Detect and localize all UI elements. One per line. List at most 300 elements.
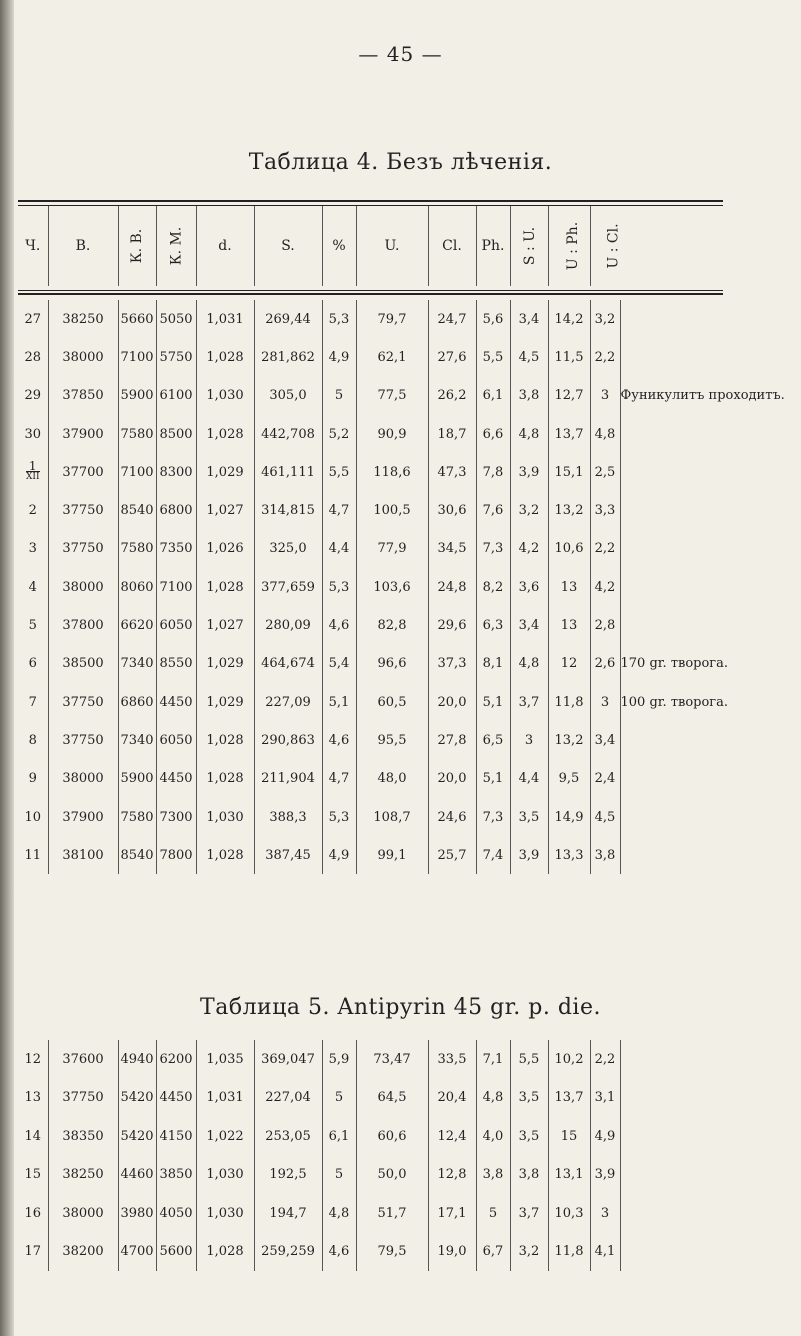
table-cell: 3 [590,377,620,415]
table-cell: 118,6 [356,453,428,491]
row-number: 17 [24,1244,42,1260]
table-cell: 3850 [156,1156,196,1195]
table-cell: 4,6 [322,1233,356,1272]
table-cell: 73,47 [356,1040,428,1079]
table-cell: 17,1 [428,1194,476,1233]
row-number: 2 [28,503,37,519]
table-cell: 18,7 [428,415,476,453]
table-cell: 5420 [118,1079,156,1118]
table-row [18,721,723,759]
table-cell: 14,9 [548,798,590,836]
row-note [620,1233,723,1272]
table-cell: 3,9 [590,1156,620,1195]
table-cell: 50,0 [356,1156,428,1195]
book-binding-edge [0,0,14,1336]
table-cell: 37750 [48,530,118,568]
table-cell: 5,2 [322,415,356,453]
table-cell: 3,8 [476,1156,510,1195]
table-cell: 7580 [118,798,156,836]
table-cell: 4450 [156,683,196,721]
row-note [620,1079,723,1118]
table-cell: 227,09 [254,683,322,721]
row-note [620,415,723,453]
table-cell: 3,9 [510,836,548,874]
table-cell: 4,4 [322,530,356,568]
table-cell: 5,1 [476,683,510,721]
table-cell: 7800 [156,836,196,874]
row-number: 6 [28,656,37,672]
table-cell: 4940 [118,1040,156,1079]
table-cell: 7340 [118,721,156,759]
table-cell: 37750 [48,491,118,529]
table-cell: 5 [322,1156,356,1195]
table-cell: 13 [548,568,590,606]
table-cell: 38000 [48,338,118,376]
table-cell: 4,4 [510,760,548,798]
table-cell: 3,6 [510,568,548,606]
table-cell: 12,8 [428,1156,476,1195]
table-cell: 38100 [48,836,118,874]
table-cell: 64,5 [356,1079,428,1118]
table-cell: 77,9 [356,530,428,568]
table-cell: 5,5 [322,453,356,491]
table-cell: 19,0 [428,1233,476,1272]
table-cell: 4,9 [590,1117,620,1156]
table-cell: 5050 [156,300,196,338]
row-note [620,491,723,529]
table-cell: 12 [548,645,590,683]
header-u: U. [356,206,428,286]
table-cell: 1,028 [196,338,254,376]
table5-body [18,1040,723,1271]
table-row [18,1194,723,1233]
table-cell: 4,8 [510,415,548,453]
table-cell: 3,8 [590,836,620,874]
table-cell: 1,029 [196,453,254,491]
row-note [620,530,723,568]
table-cell: 2,8 [590,606,620,644]
page-number: — 45 — [358,42,443,66]
table-cell: 1,031 [196,300,254,338]
table-cell: 26,2 [428,377,476,415]
table-cell: 6800 [156,491,196,529]
table-cell: 90,9 [356,415,428,453]
table-cell: 6860 [118,683,156,721]
table-cell: 13,7 [548,1079,590,1118]
table-cell: 13,2 [548,721,590,759]
table-cell: 7,4 [476,836,510,874]
table-cell: 60,5 [356,683,428,721]
table-cell: 1,028 [196,568,254,606]
table-cell: 1,029 [196,683,254,721]
row-number: $\frac{1}{\text{XII}}$ [25,459,40,483]
table-cell: 38000 [48,760,118,798]
table-row [18,760,723,798]
table-cell: 4150 [156,1117,196,1156]
table-cell: 4,8 [476,1079,510,1118]
table-cell: 1,030 [196,1156,254,1195]
table-cell: 79,7 [356,300,428,338]
table-cell: 5600 [156,1233,196,1272]
table-cell: 6100 [156,377,196,415]
table-cell: 5,6 [476,300,510,338]
header-ch: Ч. [25,238,41,254]
table-cell: 3980 [118,1194,156,1233]
table-cell: 8,1 [476,645,510,683]
row-number: 10 [24,809,42,825]
table-cell: 5 [476,1194,510,1233]
table-cell: 38200 [48,1233,118,1272]
row-note: Фуникулитъ проходитъ. [620,377,723,415]
table-cell: 8500 [156,415,196,453]
table-cell: 2,2 [590,1040,620,1079]
table-cell: 7100 [118,338,156,376]
table-cell: 30,6 [428,491,476,529]
row-note [620,1194,723,1233]
row-number: 4 [28,579,37,595]
table-cell: 10,2 [548,1040,590,1079]
table-cell: 24,7 [428,300,476,338]
table-cell: 314,815 [254,491,322,529]
table-cell: 6620 [118,606,156,644]
table-cell: 4050 [156,1194,196,1233]
table-cell: 8300 [156,453,196,491]
table-cell: 1,028 [196,415,254,453]
table-cell: 33,5 [428,1040,476,1079]
table-cell: 5,3 [322,568,356,606]
table-cell: 37600 [48,1040,118,1079]
header-kb: К. В. [118,206,156,286]
table-cell: 37750 [48,683,118,721]
table-cell: 5 [322,377,356,415]
table-cell: 20,0 [428,683,476,721]
table-cell: 7350 [156,530,196,568]
table-cell: 1,022 [196,1117,254,1156]
table-cell: 1,029 [196,645,254,683]
table4-header-rule [18,290,723,291]
table-cell: 24,6 [428,798,476,836]
table4-title: Таблица 4. Безъ лѣченія. [248,150,553,175]
table-cell: 369,047 [254,1040,322,1079]
table-cell: 3,8 [510,377,548,415]
table-cell: 325,0 [254,530,322,568]
table-cell: 7,6 [476,491,510,529]
table-row [18,491,723,529]
table-cell: 3,1 [590,1079,620,1118]
table-cell: 5,3 [322,300,356,338]
table-row [18,1233,723,1272]
table-cell: 5660 [118,300,156,338]
table-cell: 259,259 [254,1233,322,1272]
row-note [620,1040,723,1079]
table-cell: 6,5 [476,721,510,759]
table-cell: 5900 [118,377,156,415]
table-cell: 461,111 [254,453,322,491]
table4-top-rule [18,200,723,202]
table-cell: 8,2 [476,568,510,606]
table-row [18,1156,723,1195]
table-cell: 8540 [118,491,156,529]
table-cell: 211,904 [254,760,322,798]
table-cell: 6,1 [322,1117,356,1156]
table-cell: 13,3 [548,836,590,874]
table4-header-rule-thick [18,293,723,295]
table-cell: 4,5 [590,798,620,836]
row-note: 100 gr. творога. [620,683,723,721]
row-number: 3 [28,541,37,557]
table-cell: 7,3 [476,798,510,836]
table-cell: 9,5 [548,760,590,798]
table-cell: 4,0 [476,1117,510,1156]
table-cell: 6200 [156,1040,196,1079]
row-number: 8 [28,732,37,748]
table-cell: 38250 [48,300,118,338]
header-d: d. [196,206,254,286]
table-cell: 5,9 [322,1040,356,1079]
table-cell: 38000 [48,1194,118,1233]
table-row [18,377,723,415]
table-cell: 3 [590,683,620,721]
table-cell: 7580 [118,415,156,453]
table-cell: 12,7 [548,377,590,415]
table-cell: 27,8 [428,721,476,759]
table-row [18,1040,723,1079]
header-percent: % [322,206,356,286]
table-cell: 8550 [156,645,196,683]
table-cell: 305,0 [254,377,322,415]
table4-body [18,300,785,874]
table-cell: 3,2 [590,300,620,338]
table-cell: 1,028 [196,760,254,798]
table-cell: 4,2 [510,530,548,568]
row-number: 30 [24,426,42,442]
table-cell: 1,027 [196,606,254,644]
table-cell: 5 [322,1079,356,1118]
table-cell: 6,6 [476,415,510,453]
table-cell: 4450 [156,1079,196,1118]
table-cell: 1,030 [196,377,254,415]
table-cell: 62,1 [356,338,428,376]
table-cell: 2,6 [590,645,620,683]
table-cell: 7,1 [476,1040,510,1079]
table-cell: 37,3 [428,645,476,683]
table-cell: 13,1 [548,1156,590,1195]
table-cell: 1,028 [196,836,254,874]
row-note [620,606,723,644]
table-cell: 5420 [118,1117,156,1156]
table-cell: 14,2 [548,300,590,338]
table-cell: 227,04 [254,1079,322,1118]
table-cell: 3,5 [510,798,548,836]
table-cell: 11,8 [548,683,590,721]
table-cell: 5,4 [322,645,356,683]
table-cell: 37900 [48,415,118,453]
table-cell: 4460 [118,1156,156,1195]
row-number: 5 [28,618,37,634]
table-cell: 4,7 [322,760,356,798]
table-cell: 253,05 [254,1117,322,1156]
table-cell: 24,8 [428,568,476,606]
table-cell: 15,1 [548,453,590,491]
row-number: 16 [24,1205,42,1221]
row-note [620,836,723,874]
table-cell: 2,2 [590,530,620,568]
table-cell: 11,8 [548,1233,590,1272]
table-cell: 7580 [118,530,156,568]
table-cell: 6,1 [476,377,510,415]
table-cell: 464,674 [254,645,322,683]
table-row [18,798,723,836]
table-cell: 4,2 [590,568,620,606]
table-cell: 4700 [118,1233,156,1272]
table-cell: 2,5 [590,453,620,491]
table-cell: 47,3 [428,453,476,491]
table-cell: 3 [590,1194,620,1233]
table-cell: 6,3 [476,606,510,644]
table-cell: 108,7 [356,798,428,836]
table5-title: Таблица 5. Antipyrin 45 gr. p. die. [200,995,601,1020]
table4-header [18,206,723,286]
table-cell: 388,3 [254,798,322,836]
table-cell: 6,7 [476,1233,510,1272]
row-number: 15 [24,1167,42,1183]
table-row [18,453,723,491]
table-cell: 4,7 [322,491,356,529]
table-cell: 4,9 [322,338,356,376]
table-row [18,530,723,568]
header-notes [620,206,723,286]
table-cell: 1,028 [196,721,254,759]
header-s: S. [254,206,322,286]
table-cell: 7100 [156,568,196,606]
header-s-u: S : U. [510,206,548,286]
table-row [18,683,723,721]
table-cell: 96,6 [356,645,428,683]
table-row [18,1079,723,1118]
table-cell: 3,4 [510,300,548,338]
table-cell: 1,027 [196,491,254,529]
row-number: 28 [24,349,42,365]
table-cell: 34,5 [428,530,476,568]
table-cell: 3 [510,721,548,759]
table-cell: 103,6 [356,568,428,606]
table-cell: 3,4 [510,606,548,644]
table-cell: 12,4 [428,1117,476,1156]
table-cell: 4,1 [590,1233,620,1272]
table-row [18,606,723,644]
table-cell: 2,2 [590,338,620,376]
table-row [18,836,723,874]
table-cell: 3,9 [510,453,548,491]
table-cell: 38500 [48,645,118,683]
table-cell: 77,5 [356,377,428,415]
table-cell: 5,1 [322,683,356,721]
table-cell: 269,44 [254,300,322,338]
table-cell: 37850 [48,377,118,415]
table-cell: 377,659 [254,568,322,606]
table-cell: 60,6 [356,1117,428,1156]
table-row [18,300,723,338]
table-cell: 4450 [156,760,196,798]
table-cell: 1,026 [196,530,254,568]
row-number: 14 [24,1128,42,1144]
table-cell: 37900 [48,798,118,836]
table-cell: 5750 [156,338,196,376]
table-cell: 1,030 [196,798,254,836]
table-cell: 280,09 [254,606,322,644]
table-cell: 194,7 [254,1194,322,1233]
table-cell: 4,6 [322,721,356,759]
table-cell: 8540 [118,836,156,874]
table-cell: 3,7 [510,1194,548,1233]
row-note [620,453,723,491]
table-cell: 37750 [48,721,118,759]
table-cell: 20,0 [428,760,476,798]
table-cell: 11,5 [548,338,590,376]
table-cell: 442,708 [254,415,322,453]
table-cell: 3,4 [590,721,620,759]
table-cell: 13,7 [548,415,590,453]
table-cell: 25,7 [428,836,476,874]
table-cell: 95,5 [356,721,428,759]
row-number: 29 [24,388,42,404]
table-cell: 38000 [48,568,118,606]
header-b: В. [48,206,118,286]
table-cell: 8060 [118,568,156,606]
row-note [620,568,723,606]
header-u-cl: U : Cl. [590,206,620,286]
table-cell: 5,5 [476,338,510,376]
row-number: 12 [24,1051,42,1067]
row-number: 13 [24,1090,42,1106]
table-cell: 1,030 [196,1194,254,1233]
table-cell: 1,035 [196,1040,254,1079]
row-number: 7 [28,694,37,710]
table-cell: 5900 [118,760,156,798]
table-cell: 6050 [156,606,196,644]
table-cell: 51,7 [356,1194,428,1233]
table-cell: 7,3 [476,530,510,568]
table-cell: 387,45 [254,836,322,874]
table-cell: 3,7 [510,683,548,721]
table-cell: 20,4 [428,1079,476,1118]
table-cell: 281,862 [254,338,322,376]
table-cell: 2,4 [590,760,620,798]
row-note [620,1117,723,1156]
table-row [18,338,723,376]
table-cell: 5,5 [510,1040,548,1079]
table-cell: 3,5 [510,1117,548,1156]
table-row [18,1117,723,1156]
table-cell: 7,8 [476,453,510,491]
header-cl: Cl. [428,206,476,286]
table-row [18,415,723,453]
table-cell: 79,5 [356,1233,428,1272]
table-cell: 3,3 [590,491,620,529]
row-number: 11 [24,847,42,863]
header-km: К. М. [156,206,196,286]
table-cell: 4,8 [510,645,548,683]
table-cell: 82,8 [356,606,428,644]
row-note [620,760,723,798]
row-note [620,338,723,376]
table-cell: 5,3 [322,798,356,836]
table-cell: 7100 [118,453,156,491]
table-cell: 4,5 [510,338,548,376]
table-cell: 27,6 [428,338,476,376]
table-cell: 13 [548,606,590,644]
table-cell: 3,2 [510,491,548,529]
